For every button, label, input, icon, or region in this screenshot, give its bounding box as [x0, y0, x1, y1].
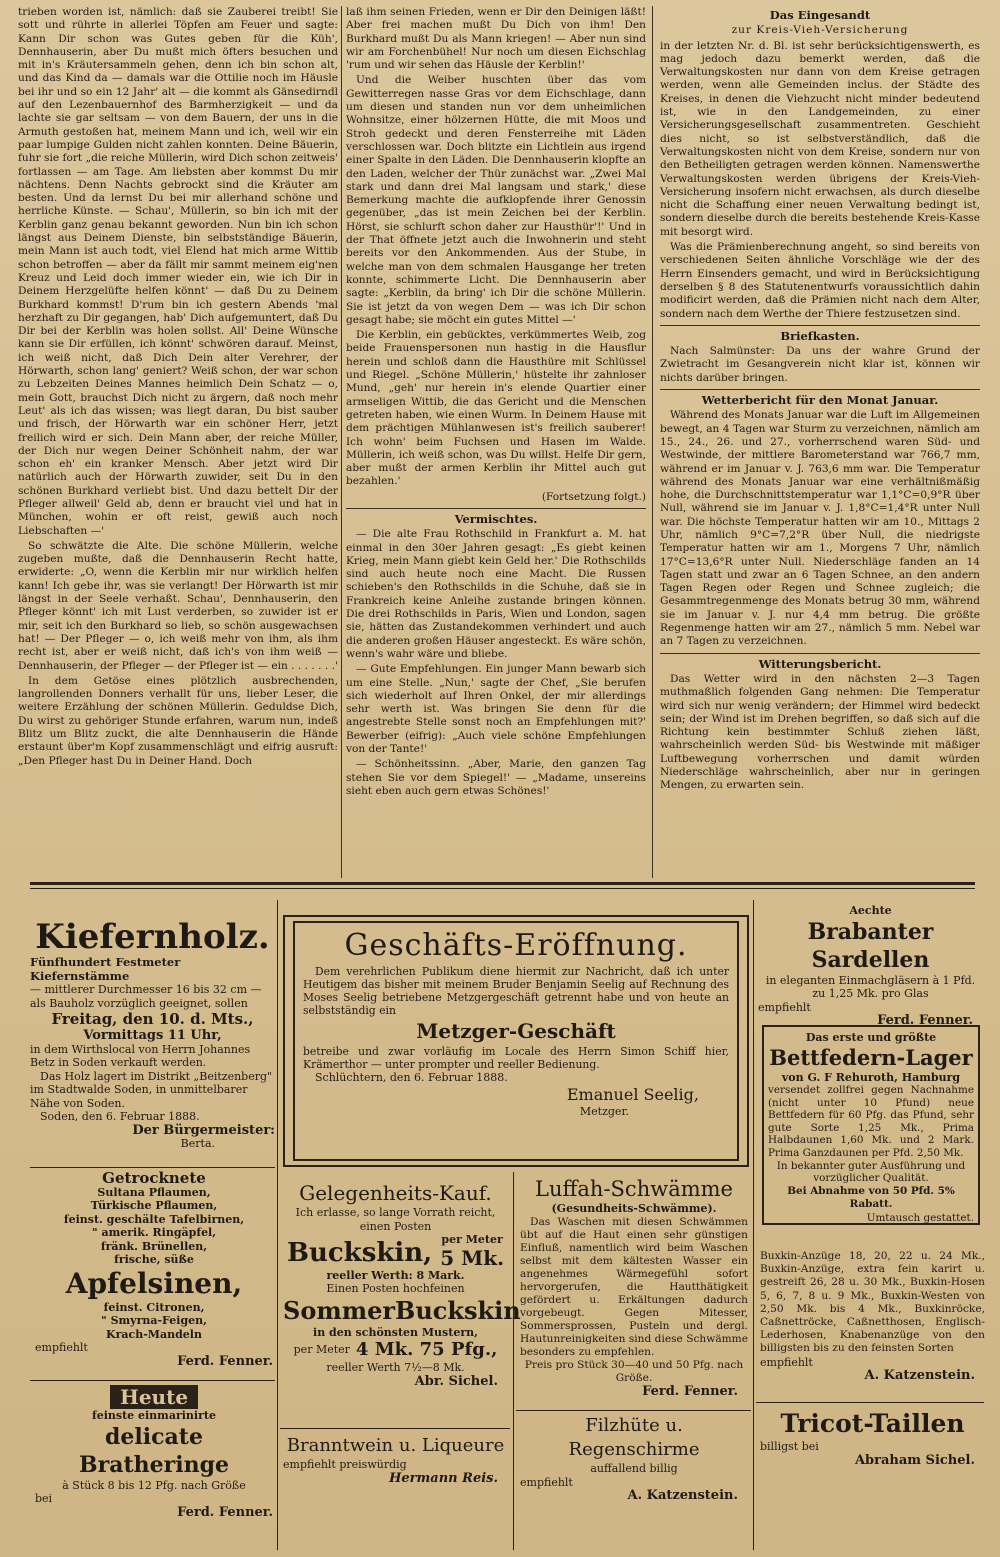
- story-column-1: [18, 6, 338, 770]
- ad-divider: [277, 900, 278, 1550]
- ad-title: Branntwein u. Liqueure: [286, 1435, 505, 1456]
- ad-signature: Berta.: [180, 1137, 215, 1150]
- ad-signature: Ferd. Fenner.: [177, 1504, 273, 1520]
- ad-divider: [753, 900, 754, 1550]
- ad-text: Das Waschen mit diesen Schwämmen übt auf die Haut einen sehr günstigen Einfluß, namentlich wird beim Waschen selbst mit dem kältesten Wasser ein angenehmes Wärmegefühl sofort hervorgerufen, die Hautthätigkeit gefördert u. Erkältungen dadurch vorgebeugt. Gegen Mitesser, Sommersprossen, Pusteln und dergl. Hautunreinigkeiten sind diese Schwämme besonders zu empfehlen.: [520, 1215, 748, 1358]
- news-paragraph: Nach Salmünster: Da uns der wahre Grund der Zwietracht im Gesangverein nicht klar ist, können wir nichts darüber bringen.: [660, 345, 980, 384]
- continuation-note: (Fortsetzung folgt.): [541, 490, 646, 503]
- story-column-2: [346, 6, 646, 800]
- ad-text: Dem verehrlichen Publikum diene hiermit zur Nachricht, daß ich unter Heutigem das bisher mit meinem Bruder Benjamin Seelig auf Rechnung des Moses Seelig betriebene Metzgergeschäft getrennt habe und von heute an selbstständig ein: [303, 965, 729, 1017]
- ad-title: Filzhüte u. Regenschirme: [568, 1415, 700, 1460]
- ad-signature: Hermann Reis.: [389, 1470, 498, 1486]
- ad-line: Fünfhundert Festmeter Kiefernstämme: [30, 955, 181, 983]
- ad-signature: Abraham Sichel.: [854, 1452, 975, 1468]
- story-paragraph: Und die Weiber huschten über das vom Gewitterregen nasse Gras vor dem Eichschlage, dann um diesen und standen nun vor dem unheimlichen Wohnsitze, einer hölzernen Hütte, die mit Moos und Stroh gedeckt und deren Fensterreihe mit Läden verschlossen war. Doch blitzte ein Lichtlein aus irgend einer Spalte in den Läden. Die Dennhauserin klopfte an den Laden, welcher der Thür zunächst war. „Zwei Mal stark und dann drei Mal langsam und stark,' diese Bemerkung machte die aufklopfende ihrer Genossin gegenüber, „das ist mein Zeichen bei der Kerblin. Hörst, sie schlurft schon daher zur Hausthür'!' Und in der That öffnete jetzt auch die Inwohnerin und steht bereits vor den Ankommenden. Aus der Stube, in welche man von dem schmalen Hausgange her treten konnte, schimmerte Licht. Die Dennhauserin aber sagte: „Kerblin, da bring' ich Dir die schöne Müllerin. Sie ist jetzt da von wegen Dem — was ich Dir schon gesagt habe; sie möcht ein gutes Mittel —': [346, 74, 646, 326]
- ad-line: reeller Werth: 8 Mark.: [326, 1268, 465, 1282]
- ad-tricot: [760, 1408, 985, 1467]
- ads-separator: [30, 882, 975, 885]
- ad-gelegenheitskauf: [283, 1180, 521, 1389]
- news-paragraph: Während des Monats Januar war die Luft im Allgemeinen bewegt, an 4 Tagen war Sturm zu verzeichnen, nämlich am 15., 24., 26. und 27., vorherrschend waren Süd- und Westwinde, der mittlere Barometerstand war 766,7 mm, während er im Januar v. J. 763,6 mm war. Die Temperatur während des Monats Januar war eine verhältnißmäßig hohe, die Durchschnittstemperatur war 1,1°C=0,9°R über Null, während sie im Januar v. J. 1,8°C=1,4°R unter Null war. Die höchste Temperatur hatten wir am 10., Mittags 2 Uhr, nämlich 9°C=7,2°R über Null, die niedrigste Temperatur hatten wir am 1., Morgens 7 Uhr, nämlich 17°C=13,6°R unter Null. Niederschläge fanden an 14 Tagen statt und zwar an 6 Tagen Schnee, an den andern Tagen Regen oder Regen und Schnee zugleich; die Gesammtregenmenge des Monats betrug 30 mm, während sie im Januar v. J. nur 4,4 mm betrug. Die größte Regenmenge hatten wir am 27., nämlich 5 mm. Nebel war an 7 Tagen zu verzeichnen.: [660, 409, 980, 648]
- ad-title: Luffah-Schwämme: [535, 1177, 733, 1201]
- ad-highlight: delicate Bratheringe: [79, 1423, 229, 1478]
- ad-text: In bekannter guter Ausführung und vorzüglicher Qualität.: [776, 1159, 966, 1185]
- ad-date: Freitag, den 10. d. Mts.,: [51, 1010, 254, 1028]
- section-title-witterungsbericht: Witterungsbericht.: [758, 656, 882, 671]
- ad-filzhuete: [520, 1414, 748, 1503]
- ad-line: feinste einmarinirte: [92, 1409, 216, 1422]
- ad-line: Aechte: [849, 904, 892, 917]
- misc-paragraph: — Schönheitssinn. „Aber, Marie, den ganzen Tag stehen Sie vor dem Spiegel!' — „Madame, unsereins sieht eben auch gern etwas Schönes!': [346, 758, 646, 797]
- ad-title: Gelegenheits-Kauf.: [299, 1181, 492, 1205]
- section-rule: [660, 325, 980, 326]
- ad-title: Kiefernholz.: [35, 917, 270, 957]
- ad-item: feinst. geschälte Tafelbirnen,: [63, 1212, 245, 1226]
- ad-title: Bettfedern-Lager: [769, 1044, 973, 1070]
- ad-highlight: SommerBuckskin: [283, 1295, 521, 1325]
- ad-signature: A. Katzenstein.: [627, 1488, 738, 1503]
- ad-line: Ich erlasse, so lange Vorrath reicht, einen Posten: [295, 1206, 496, 1233]
- ad-divider: [756, 1402, 984, 1403]
- ad-signature-role: Metzger.: [579, 1104, 629, 1118]
- ad-item: Sultana Pflaumen,: [97, 1185, 211, 1199]
- ad-line: von G. F Rehuroth, Hamburg: [781, 1070, 961, 1084]
- ad-signature: Ferd. Fenner.: [642, 1383, 738, 1399]
- ad-line: auffallend billig: [590, 1462, 678, 1475]
- ad-line: empfiehlt preiswürdig: [283, 1458, 407, 1471]
- ad-divider: [280, 1428, 510, 1429]
- ad-signature: Ferd. Fenner.: [877, 1013, 973, 1028]
- ad-text: Umtausch gestattet.: [866, 1211, 974, 1224]
- story-paragraph: laß ihm seinen Frieden, wenn er Dir den Deinigen läßt! Aber frei machen mußt Du Dich von ihm! Den Burkhard mußt Du als Mann kriegen! — Aber nun sind wir am Forchenbühel! Nur noch um diesen Eichschlag 'rum und wir sehen das Häusle der Kerblin!': [346, 6, 646, 72]
- ad-signature: Ferd. Fenner.: [177, 1353, 273, 1369]
- ad-highlight: Buckskin,: [286, 1237, 433, 1268]
- ad-line: empfiehlt: [520, 1475, 573, 1489]
- ad-divider: [513, 1172, 514, 1550]
- ad-line: — mittlerer Durchmesser 16 bis 32 cm — als Bauholz vorzüglich geeignet, sollen: [30, 983, 262, 1010]
- section-title-eingesandt: Das Eingesandt: [769, 8, 871, 22]
- ad-item: " amerik. Ringäpfel,: [91, 1226, 217, 1239]
- ad-highlight: Metzger-Geschäft: [416, 1019, 616, 1043]
- ad-price: 5 Mk.: [440, 1245, 505, 1270]
- ad-signature: Abr. Sichel.: [414, 1373, 498, 1389]
- ad-line: empfiehlt: [35, 1341, 88, 1354]
- ad-item: fränk. Brünellen,: [100, 1239, 208, 1253]
- ad-line: reeller Werth 7½—8 Mk.: [326, 1361, 465, 1374]
- column-divider: [341, 6, 342, 878]
- ad-price: 4 Mk. 75 Pfg.,: [355, 1339, 498, 1360]
- news-paragraph: Was die Prämienberechnung angeht, so sind bereits von verschiedenen Seiten ähnliche Vorschläge wie der des Herrn Einsenders gemacht, und wird in Berücksichtigung derselben § 8 des Statutenentwurfs voraussichtlich dahin modificirt werden, daß die Prämien nicht nach dem Alter, sondern nach dem Werthe der Thiere festzusetzen sind.: [660, 241, 980, 320]
- ad-line: billigst bei: [760, 1440, 819, 1453]
- ad-branntwein: [283, 1434, 508, 1485]
- ad-time: Vormittags 11 Uhr,: [83, 1028, 222, 1043]
- story-paragraph: So schwätzte die Alte. Die schöne Müllerin, welche zugeben mußte, daß die Dennhauserin Recht hatte, erwiderte: „O, wenn die Kerblin mir nur wirklich helfen kann! Ich gebe ihr, was sie verlangt! Der Hörwarth ist mir längst in der Seele verhaßt. Schau', Dennhauserin, den Pfleger könnt' ich mit Lust verderben, so zuwider ist er mir, seit ich den Burkhard so lieb, so schön ausgewachsen hat! — Der Pfleger — o, ich weiß mehr von ihm, als ihm recht ist, aber er weiß nicht, daß ich's von ihm weiß — Dennhauserin, der Pfleger — der Pfleger ist — ein . . . . . . .': [18, 539, 338, 672]
- ad-text: Bei Abnahme von 50 Pfd. 5% Rabatt.: [787, 1184, 955, 1211]
- story-paragraph: Die Kerblin, ein gebücktes, verkümmertes Weib, zog beide Frauenspersonen nun hastig in die Hausflur herein und schloß dann die Hausthüre mit Schlüssel und Riegel. „Schöne Müllerin,' hüstelte ihr zahnloser Mund, „geh' nur herein in's elende Quartier einer armseligen Wittib, die das Gericht und die Menschen getreten haben, wie einen Wurm. In Deinem Hause mit dem prächtigen Mühlanwesen ist's freilich sauberer! Ich wohn' beim Fuchsen und Hasen im Walde. Müllerin, ich weiß schon, was Du willst. Helfe Dir gern, aber mußt der armen Kerblin ihr Mittel auch gut bezahlen.': [346, 329, 646, 488]
- ad-text: betreibe und zwar vorläufig im Locale des Herrn Simon Schiff hier, Krämerthor — unter prompter und reeller Bedienung.: [303, 1045, 729, 1071]
- section-rule: [660, 653, 980, 654]
- ad-item: Krach-Mandeln: [106, 1327, 202, 1341]
- news-column-3: [660, 6, 980, 795]
- column-divider: [652, 6, 653, 878]
- news-paragraph: Das Wetter wird in den nächsten 2—3 Tagen muthmaßlich folgenden Gang nehmen: Die Temperatur wird sich nur wenig verändern; der Himmel wird bedeckt sein; der Wind ist im Drehen begriffen, so daß sich auf die Richtung kein bestimmter Schluß ziehen läßt, wahrscheinlich werden Süd- bis Westwinde mit mäßiger Luftbewegung vorherrschen und damit würden Niederschläge wahrscheinlich, aber nur in geringen Mengen, zu erwarten sein.: [660, 672, 980, 792]
- ad-line: à Stück 8 bis 12 Pfg. nach Größe: [62, 1478, 246, 1492]
- ad-line: Das erste und größte: [805, 1031, 937, 1044]
- ad-line: in eleganten Einmachgläsern à 1 Pfd. zu 1,25 Mk. pro Glas: [765, 973, 976, 1000]
- section-title-briefkasten: Briefkasten.: [780, 328, 860, 343]
- ad-item: Türkische Pflaumen,: [90, 1199, 218, 1212]
- ad-line: empfiehlt: [758, 1000, 811, 1014]
- section-title-vermischtes: Vermischtes.: [454, 511, 538, 526]
- ad-line: empfiehlt: [760, 1355, 813, 1369]
- ad-sardellen: [758, 904, 983, 1028]
- ad-buxkin: [760, 1250, 985, 1383]
- ads-separator-thin: [30, 888, 975, 889]
- ad-item: feinst. Citronen,: [103, 1300, 205, 1314]
- misc-paragraph: — Die alte Frau Rothschild in Frankfurt a. M. hat einmal in den 30er Jahren gesagt: „Es giebt keinen Krieg, mein Mann giebt kein Geld her.' Die Rothschilds sind auch heute noch eine Macht. Die Russen schieben's den Rothschilds in die Schuhe, daß sie in Frankreich keine Anleihe zustande bringen können. Die drei Rothschilds in Paris, Wien und London, sagen sie, hätten das Zustandekommen verhindert und auch die anderen großen Häuser angesteckt. Es wäre schön, wenn's wahr wäre und bliebe.: [346, 528, 646, 660]
- section-rule: [346, 508, 646, 509]
- ad-line: Das Holz lagert im Distrikt „Beitzenberg" im Stadtwalde Soden, in unmittelbarer Nähe von Soden.: [30, 1069, 273, 1110]
- ad-divider: [516, 1410, 751, 1411]
- ad-bettfedern: [762, 1025, 980, 1225]
- ad-signature-title: Der Bürgermeister:: [132, 1122, 275, 1138]
- ad-line: Soden, den 6. Februar 1888.: [40, 1110, 200, 1123]
- ad-subtitle: (Gesundheits-Schwämme).: [551, 1202, 717, 1215]
- ad-signature: Emanuel Seelig,: [566, 1084, 699, 1104]
- ad-line: in den schönsten Mustern,: [313, 1325, 478, 1339]
- section-subtitle: zur Kreis-Vieh-Versicherung: [731, 24, 909, 37]
- ad-text: versendet zollfrei gegen Nachnahme (nicht unter 10 Pfund) neue Bettfedern für 60 Pfg. das Pfund, sehr gute Sorte 1,25 Mk., Prima Halbdaunen 1,60 Mk. und 2 Mark. Prima Ganzdaunen per Pfd. 2,50 Mk.: [768, 1084, 974, 1159]
- ad-title: Geschäfts-Eröffnung.: [344, 928, 688, 963]
- ad-price-unit: per Meter: [441, 1233, 503, 1246]
- ad-line: in dem Wirthslocal von Herrn Johannes Betz in Soden verkauft werden.: [30, 1042, 251, 1069]
- ad-bratheringe: [35, 1385, 273, 1519]
- story-paragraph: In dem Getöse eines plötzlich ausbrechenden, langrollenden Donners verhallt für uns, lieber Leser, die weitere Erzählung der schönen Müllerin. Geduldse Dich, Du wirst zu gehöriger Stunde erfahren, warum nun, indeß Blitz um Blitz zuckt, die alte Dennhauserin die Hände erstaunt über'm Kopf zusammenschlägt und eifrig ausruft: „Den Pfleger hast Du in Deiner Hand. Doch: [18, 674, 338, 767]
- section-rule: [660, 389, 980, 390]
- ad-title: Brabanter Sardellen: [807, 918, 934, 973]
- ad-text: Buxkin-Anzüge 18, 20, 22 u. 24 Mk., Buxkin-Anzüge, extra fein karirt u. gestreift 26, 28 u. 30 Mk., Buxkin-Hosen 5, 6, 7, 8 u. 9 Mk., Buxkin-Westen von 2,50 Mk. bis 4 Mk., Buxkinröcke, Caßnettröcke, Caßnetthosen, Englisch-Lederhosen, Knabenanzüge von den billigsten bis zu den feinsten Sorten: [760, 1250, 985, 1355]
- ad-getrocknete: [35, 1169, 273, 1369]
- ad-highlight: Apfelsinen,: [65, 1266, 243, 1300]
- ad-item: frische, süße: [114, 1253, 194, 1266]
- ad-luffah: [520, 1176, 748, 1398]
- ad-price: Preis pro Stück 30—40 und 50 Pfg. nach Größe.: [524, 1358, 744, 1384]
- section-title-wetterbericht: Wetterbericht für den Monat Januar.: [701, 393, 939, 408]
- ad-item: " Smyrna-Feigen,: [101, 1314, 207, 1327]
- ad-title: Heute: [110, 1385, 198, 1409]
- ad-signature: A. Katzenstein.: [864, 1368, 975, 1384]
- news-paragraph: in der letzten Nr. d. Bl. ist sehr berücksichtigenswerth, es mag jedoch dazu bemerkt werden, daß die Verwaltungskosten nur dann von dem Kreise getragen werden, wenn alle Gemeinden inclus. der Städte des Kreises, in denen die Viehzucht nicht minder bedeutend ist, wie in den Landgemeinden, zu einer Versicherungsgesellschaft zusammentreten. Geschieht dies nicht, so ist selbstverständlich, daß die Verwaltungskosten nicht von dem Kreise, sondern nur von den Betheiligten getragen werden können. Namenswerthe Verwaltungskosten werden übrigens der Kreis-Vieh-Versicherung insofern nicht erwachsen, als durch dieselbe nicht die Schaffung einer neuen Verwaltung bedingt ist, sondern dieselbe durch die bereits bestehende Kreis-Kasse mit besorgt wird.: [660, 39, 980, 238]
- ad-price-unit: per Meter: [293, 1343, 350, 1357]
- ad-title: Getrocknete: [102, 1169, 206, 1187]
- ad-date: Schlüchtern, den 6. Februar 1888.: [315, 1071, 508, 1084]
- story-paragraph: trieben worden ist, nämlich: daß sie Zauberei treibt! Sie sott und rührte in allerlei Töpfen am Feuer und sagte: Kann Dir schon was Gutes geben für die Küh', Dennhauserin, aber Du mußt mich öfters besuchen und mit in's Kräutersammeln gehen, denn ich bin schon alt, und das Kind da — damals war die Ottilie noch im Häusle bei ihr und so ein 12 Jahr' alt — die kommt als Gänsedirndl auf den Lezenbauernhof des Barmherzigkeit — und da lachte sie gar seltsam — von dem Bauern, der uns in die Armuth gestoßen hat, meinem Mann und ich, weil wir ein paar lumpige Gulden nicht zahlen konnten. Deine Bäuerin, fuhr sie fort „die reiche Müllerin, wird Dich schon zeitweis' fortlassen — am Tage. Am liebsten aber kommst Du mir nächtens. Denn Nachts gebrockt sind die Kräuter am besten. Und da lernst Du bei mir allerhand schöne und herrliche Künste. — Schau', Müllerin, so bin ich mit der Kerblin ganz genau bekannt geworden. Nun bin ich schon längst aus Deinem Dienste, bin selbstständige Bäuerin, mein Mann ist auch todt, viel Elend hat mich arme Wittib schon betroffen — aber da fällt mir sammt meinem eig'nen Kreuz und Leid doch immer wieder ein, wie ich Dir in Deinem Herzgelüfte helfen könnt' — daß Du zu Deinem Burkhard kommst! D'rum bin ich gestern Abends 'mal herzhaft zu Dir gegangen, hab' Dich aufgemuntert, daß Du Dir bei der Kerblin was holen sollst. All' Deine Wünsche kann sie Dir erfüllen, ich könnt' schwören darauf. Meinst, ich weiß nicht, daß Dich Dein alter Verehrer, der Hörwarth, schon lang' geniert? Weiß schon, der war schon zu Lebzeiten Deines Mannes heimlich Dein Schatz — o, mein Gott, brauchst Dich nicht zu ärgern, daß noch mehr Leut' als ich das wissen; was liegt daran, Du bist sauber und frisch, der Hörwarth war ein schöner Herr, jetzt freilich wird er sich. Dein Mann aber, der reiche Müller, der Dich nur wegen Deiner Schönheit nahm, der war schon eh' ein kranker Mensch. Aber jetzt wird Dir natürlich auch der Hörwarth zuwider, seit Du in den schönen Burkhard verliebt bist. Und dazu bettelt Dir der Pfleger allweil' Geld ab, denn er braucht viel und hat in München, wohin er oft reist, gewiß auch noch Liebschaften —': [18, 6, 338, 537]
- ad-divider: [30, 1167, 275, 1168]
- ad-divider: [30, 1380, 275, 1381]
- ad-line: bei: [35, 1492, 53, 1505]
- ad-line: Einen Posten hochfeinen: [326, 1282, 465, 1295]
- misc-paragraph: — Gute Empfehlungen. Ein junger Mann bewarb sich um eine Stelle. „Nun,' sagte der Chef, „Sie berufen sich wiederholt auf Ihren Onkel, der mir allerdings sehr werth ist. Was bringen Sie denn für die angestrebte Stelle sonst noch an Empfehlungen mit?' Bewerber (eifrig): „Auch viele schöne Empfehlungen von der Tante!': [346, 663, 646, 756]
- ad-geschaefts-eroeffnung: [283, 915, 749, 1167]
- ad-kiefernholz: [30, 918, 275, 1151]
- ad-title: Tricot-Taillen: [780, 1409, 965, 1438]
